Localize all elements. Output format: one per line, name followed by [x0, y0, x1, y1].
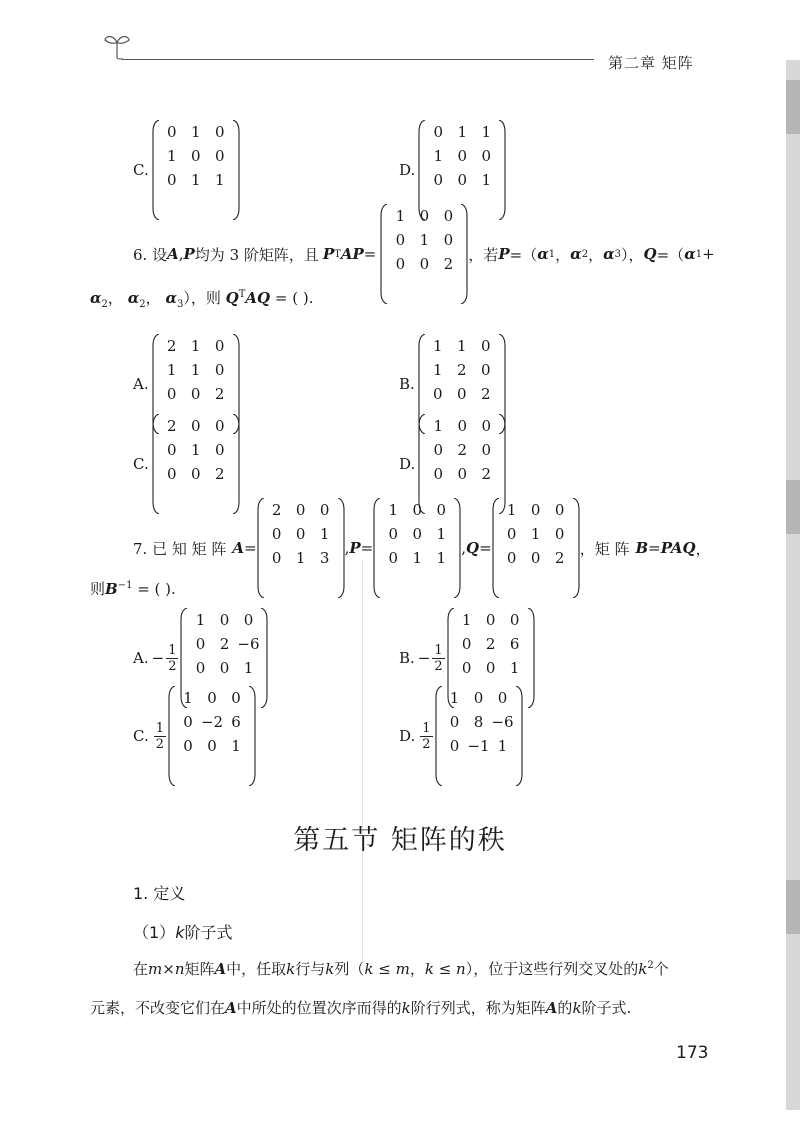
- matrix-entry: 0: [419, 207, 430, 225]
- matrix-entry: 0: [509, 611, 520, 629]
- matrix-entries: [443, 686, 515, 786]
- matrix-entry: 2: [457, 361, 467, 379]
- text: =: [479, 539, 492, 557]
- text: k: [325, 960, 335, 978]
- text: −: [151, 649, 165, 667]
- text: 1: [434, 642, 443, 658]
- matrix-entry: 1: [497, 737, 508, 755]
- section-title: 第五节 矩阵的秩: [293, 825, 507, 856]
- text: k: [424, 960, 434, 978]
- fraction: [420, 721, 432, 752]
- matrix-entry: 0: [433, 385, 443, 403]
- text: ≤: [373, 960, 396, 978]
- text: n: [174, 960, 185, 978]
- subsubsection-heading: [133, 920, 232, 943]
- text: P: [322, 245, 335, 263]
- text: n: [456, 960, 466, 978]
- matrix-entry: 8: [473, 713, 484, 731]
- text: =: [363, 245, 377, 263]
- text: ，: [145, 289, 161, 307]
- matrix-entry: 1: [190, 441, 201, 459]
- text: 列（: [334, 960, 365, 978]
- text: 7. 已 知 矩 阵: [133, 539, 227, 558]
- text: 阶子式.: [581, 999, 632, 1017]
- text: A: [225, 999, 237, 1017]
- matrix-entry: 1: [436, 525, 447, 543]
- matrix: [492, 498, 580, 598]
- text: AQ: [245, 289, 271, 307]
- matrix-entry: 0: [395, 255, 406, 273]
- matrix-entry: 0: [190, 417, 201, 435]
- text: 的: [557, 999, 573, 1017]
- text: 1: [695, 248, 703, 260]
- matrix-entry: 0: [195, 659, 206, 677]
- matrix-bracket: [572, 498, 580, 598]
- matrix-entry: −1: [467, 737, 490, 755]
- matrix-entry: 0: [481, 417, 492, 435]
- matrix-entry: 0: [214, 417, 225, 435]
- text: T: [238, 289, 246, 300]
- text: ,: [178, 245, 184, 263]
- text: B: [105, 580, 118, 598]
- text: 2: [422, 736, 431, 752]
- text: A: [214, 960, 227, 978]
- text: P: [498, 245, 510, 263]
- matrix-entry: 1: [412, 549, 423, 567]
- definition-line-2: [90, 997, 631, 1018]
- text: 2: [155, 736, 164, 752]
- text: A: [232, 539, 245, 557]
- text: D.: [399, 455, 416, 473]
- text: AP: [340, 245, 364, 263]
- subsection-heading: 1. 定义: [133, 884, 186, 903]
- matrix-entry: 1: [433, 337, 443, 355]
- matrix-entry: 0: [214, 441, 225, 459]
- text: D.: [399, 727, 416, 745]
- matrix-entry: 1: [214, 171, 225, 189]
- matrix-entry: 0: [166, 441, 177, 459]
- chapter-title: 第二章 矩阵: [608, 54, 694, 72]
- matrix-entry: 0: [183, 713, 193, 731]
- matrix-entry: 0: [271, 549, 282, 567]
- matrix-entry: 0: [481, 147, 492, 165]
- page-fold-shadow: [362, 560, 363, 960]
- text: P: [349, 539, 361, 557]
- text: 在: [133, 960, 149, 978]
- matrix-entry: 0: [457, 417, 468, 435]
- matrix-entry: 0: [433, 465, 444, 483]
- matrix-entry: 6: [509, 635, 520, 653]
- matrix-entries: [388, 204, 460, 304]
- text: ，: [107, 289, 123, 307]
- matrix: [435, 686, 523, 786]
- matrix-entry: 0: [190, 147, 201, 165]
- text: k: [638, 960, 648, 978]
- text: B.: [399, 375, 415, 393]
- matrix-entry: 1: [388, 501, 399, 519]
- text: +: [702, 245, 715, 263]
- matrix-entry: 1: [436, 549, 447, 567]
- text: α: [684, 245, 696, 263]
- text: A.: [133, 649, 149, 667]
- matrix-entry: 0: [485, 659, 496, 677]
- fraction: [154, 721, 166, 752]
- matrix-entry: 1: [449, 689, 460, 707]
- matrix-bracket: [515, 686, 523, 786]
- matrix-entry: 0: [295, 501, 306, 519]
- matrix-entry: 1: [166, 361, 177, 379]
- matrix-bracket: [453, 498, 461, 598]
- matrix-entry: 0: [190, 465, 201, 483]
- scan-edge-mark: [786, 80, 800, 134]
- matrix-entry: 1: [481, 123, 492, 141]
- text: 中所处的位置次序而得的: [236, 999, 402, 1017]
- text: ,: [344, 539, 350, 557]
- matrix-bracket: [435, 686, 443, 786]
- text: 1: [548, 248, 556, 260]
- q7-option-c: [133, 686, 256, 786]
- header-rule: [122, 59, 594, 60]
- matrix: [257, 498, 345, 598]
- matrix-entries: [265, 498, 337, 598]
- matrix-entry: 1: [481, 171, 492, 189]
- matrix-entry: 2: [214, 465, 225, 483]
- matrix-entry: 0: [183, 737, 193, 755]
- matrix-bracket: [460, 204, 468, 304]
- matrix-entry: 3: [319, 549, 330, 567]
- text: = ( ).: [132, 580, 176, 598]
- text: α: [570, 245, 582, 263]
- matrix-entry: 0: [449, 737, 460, 755]
- matrix-entry: 2: [214, 385, 225, 403]
- matrix-entry: 0: [214, 123, 225, 141]
- matrix-entry: 1: [190, 123, 201, 141]
- text: Q: [225, 289, 239, 307]
- matrix-entry: 1: [433, 417, 444, 435]
- matrix: [380, 204, 468, 304]
- matrix-entry: 1: [433, 147, 444, 165]
- fraction: [432, 643, 444, 674]
- matrix-entry: 0: [457, 465, 468, 483]
- text: =（: [656, 245, 685, 264]
- matrix-entry: 0: [207, 689, 217, 707]
- matrix-entry: 0: [443, 207, 454, 225]
- matrix-entry: 0: [166, 465, 177, 483]
- text: 2: [168, 658, 177, 674]
- text: 2: [139, 299, 146, 310]
- scan-edge-mark: [786, 480, 800, 534]
- matrix-entry: 0: [481, 337, 491, 355]
- text: 均为 3 阶矩阵，且: [194, 245, 319, 264]
- text: ,: [461, 539, 467, 557]
- matrix-entry: 2: [554, 549, 565, 567]
- matrix-entry: 2: [481, 385, 491, 403]
- text: B: [635, 539, 649, 557]
- text: −1: [117, 580, 133, 591]
- text: = ( ).: [270, 289, 314, 307]
- matrix-entry: 2: [481, 465, 492, 483]
- matrix-entry: 1: [506, 501, 517, 519]
- q7-line2: [90, 578, 176, 599]
- text: =: [360, 539, 374, 557]
- text: （1）: [133, 923, 176, 942]
- text: ，矩 阵: [579, 539, 630, 558]
- matrix-entry: 0: [166, 171, 177, 189]
- text: α: [90, 289, 102, 307]
- matrix-entry: 1: [190, 171, 201, 189]
- matrix-entry: 0: [457, 147, 468, 165]
- matrix-entry: 0: [506, 525, 517, 543]
- text: P: [183, 245, 195, 263]
- matrix-entry: 6: [231, 713, 241, 731]
- text: PAQ: [660, 539, 696, 557]
- matrix-entry: 0: [219, 659, 230, 677]
- matrix-entry: 1: [530, 525, 541, 543]
- text: C.: [133, 727, 149, 745]
- text: 1: [155, 720, 164, 736]
- matrix: [168, 686, 256, 786]
- matrix-bracket: [380, 204, 388, 304]
- matrix-entry: 0: [485, 611, 496, 629]
- matrix-entry: 0: [457, 385, 467, 403]
- matrix-bracket: [168, 686, 176, 786]
- text: α: [127, 289, 140, 307]
- text: =（: [509, 245, 538, 264]
- q7-option-d: [399, 686, 523, 786]
- text: A: [545, 999, 558, 1017]
- matrix-entry: 0: [497, 689, 508, 707]
- text: α: [537, 245, 549, 263]
- matrix-entry: 0: [207, 737, 217, 755]
- matrix-bracket: [260, 608, 268, 708]
- matrix-entry: 0: [243, 611, 254, 629]
- scan-edge: [786, 60, 800, 1110]
- matrix-entry: 1: [457, 337, 467, 355]
- matrix-entry: 0: [473, 689, 484, 707]
- matrix-entry: 0: [166, 123, 177, 141]
- matrix-bracket: [337, 498, 345, 598]
- matrix-entry: 0: [461, 659, 472, 677]
- matrix-entry: 0: [195, 635, 206, 653]
- text: ，: [695, 539, 711, 558]
- text: 矩阵: [184, 960, 215, 978]
- matrix-entry: 0: [271, 525, 282, 543]
- text: ，: [588, 245, 604, 264]
- matrix-entry: 2: [457, 441, 468, 459]
- text: C.: [133, 455, 149, 473]
- text: A.: [133, 375, 149, 393]
- text: ，: [555, 245, 571, 264]
- definition-line-1: [133, 958, 669, 979]
- matrix-entry: 0: [395, 231, 406, 249]
- text: k: [364, 960, 374, 978]
- text: 中，任取: [226, 960, 287, 978]
- text: D.: [399, 161, 416, 179]
- matrix-entry: 2: [219, 635, 230, 653]
- matrix-entry: 0: [412, 501, 423, 519]
- matrix-entry: 1: [433, 361, 443, 379]
- text: α: [603, 245, 615, 263]
- text: k: [286, 960, 296, 978]
- text: 2: [101, 299, 108, 310]
- text: α: [165, 289, 177, 307]
- text: 元素，不改变它们在: [90, 999, 226, 1017]
- text: =: [244, 539, 257, 557]
- matrix-entry: 1: [319, 525, 330, 543]
- text: B.: [399, 649, 415, 667]
- matrix-entry: 0: [219, 611, 230, 629]
- matrix-entry: 1: [457, 123, 468, 141]
- text: ≤: [433, 960, 457, 978]
- matrix-entry: 0: [481, 441, 492, 459]
- matrix-entry: 2: [166, 417, 177, 435]
- matrix-entry: 0: [554, 525, 565, 543]
- matrix-entry: 2: [443, 255, 454, 273]
- text: k: [175, 923, 185, 942]
- text: ），则: [183, 289, 221, 307]
- matrix-entry: 0: [388, 549, 399, 567]
- q6-line2: [90, 287, 313, 310]
- matrix-entry: 0: [319, 501, 330, 519]
- text: =: [648, 539, 661, 557]
- matrix-entry: 0: [457, 171, 468, 189]
- matrix-entry: 1: [183, 689, 193, 707]
- matrix-bracket: [257, 498, 265, 598]
- matrix-entry: 1: [190, 337, 201, 355]
- matrix-entry: 1: [190, 361, 201, 379]
- matrix-entry: 1: [461, 611, 472, 629]
- text: T: [334, 248, 341, 260]
- matrix-entry: 0: [433, 441, 444, 459]
- text: 1: [422, 720, 431, 736]
- matrix-entry: 0: [231, 689, 241, 707]
- text: ，若: [468, 245, 499, 264]
- matrix-entry: 0: [388, 525, 399, 543]
- matrix-entry: −6: [491, 713, 514, 731]
- text: 6. 设: [133, 245, 168, 264]
- matrix-entry: 0: [433, 123, 444, 141]
- matrix-entry: 0: [530, 549, 541, 567]
- matrix-entry: 2: [166, 337, 177, 355]
- matrix: [373, 498, 461, 598]
- matrix-entry: 0: [295, 525, 306, 543]
- page-number: 173: [676, 1043, 709, 1063]
- matrix-entry: 0: [506, 549, 517, 567]
- matrix-entry: 1: [295, 549, 306, 567]
- scan-edge-mark: [786, 880, 800, 934]
- matrix-entry: 1: [509, 659, 520, 677]
- text: m: [148, 960, 163, 978]
- matrix-entries: [500, 498, 572, 598]
- text: 1: [168, 642, 177, 658]
- matrix-entry: 0: [449, 713, 460, 731]
- matrix-entry: 1: [395, 207, 406, 225]
- text: 阶子式: [184, 923, 233, 942]
- text: k: [572, 999, 582, 1017]
- matrix-entry: 1: [243, 659, 254, 677]
- matrix-entry: 1: [419, 231, 430, 249]
- text: 3: [614, 248, 622, 260]
- text: ），位于这些行列交叉处的: [465, 960, 639, 978]
- text: 2: [434, 658, 443, 674]
- matrix-entry: 0: [461, 635, 472, 653]
- matrix-bracket: [373, 498, 381, 598]
- text: Q: [643, 245, 657, 263]
- matrix-entry: 2: [485, 635, 496, 653]
- matrix-entry: 1: [195, 611, 206, 629]
- matrix-entry: 0: [190, 385, 201, 403]
- fraction: [166, 643, 178, 674]
- matrix-entry: 0: [166, 385, 177, 403]
- matrix-entry: 0: [554, 501, 565, 519]
- text: ，: [409, 960, 425, 978]
- q7-line1: [133, 498, 711, 598]
- matrix-entries: [381, 498, 453, 598]
- matrix-entry: 0: [419, 255, 430, 273]
- text: 行与: [295, 960, 326, 978]
- text: C.: [133, 161, 149, 179]
- text: 2: [581, 248, 589, 260]
- text: k: [401, 999, 411, 1017]
- matrix-entry: 0: [481, 361, 491, 379]
- matrix-bracket: [527, 608, 535, 708]
- matrix-entry: 0: [436, 501, 447, 519]
- text: Q: [466, 539, 480, 557]
- matrix-entry: 2: [271, 501, 282, 519]
- text: ），: [621, 245, 644, 264]
- text: −: [417, 649, 431, 667]
- text: m: [395, 960, 410, 978]
- matrix-entry: 1: [231, 737, 241, 755]
- matrix-entry: −6: [237, 635, 260, 653]
- matrix-entry: 0: [214, 337, 225, 355]
- matrix-entry: 0: [530, 501, 541, 519]
- matrix-entries: [176, 686, 248, 786]
- matrix-bracket: [248, 686, 256, 786]
- matrix-bracket: [492, 498, 500, 598]
- text: A: [167, 245, 179, 263]
- text: 则: [90, 580, 106, 598]
- matrix-entry: 0: [443, 231, 454, 249]
- matrix-entry: −2: [200, 713, 224, 731]
- matrix-entry: 0: [433, 171, 444, 189]
- text: 个: [653, 960, 669, 978]
- matrix-entry: 0: [214, 147, 225, 165]
- matrix-entry: 0: [214, 361, 225, 379]
- matrix-entry: 0: [412, 525, 423, 543]
- text: 阶行列式，称为矩阵: [410, 999, 546, 1017]
- text: ×: [162, 960, 175, 978]
- matrix-entry: 1: [166, 147, 177, 165]
- text: 3: [176, 299, 184, 310]
- text: 2: [647, 960, 654, 971]
